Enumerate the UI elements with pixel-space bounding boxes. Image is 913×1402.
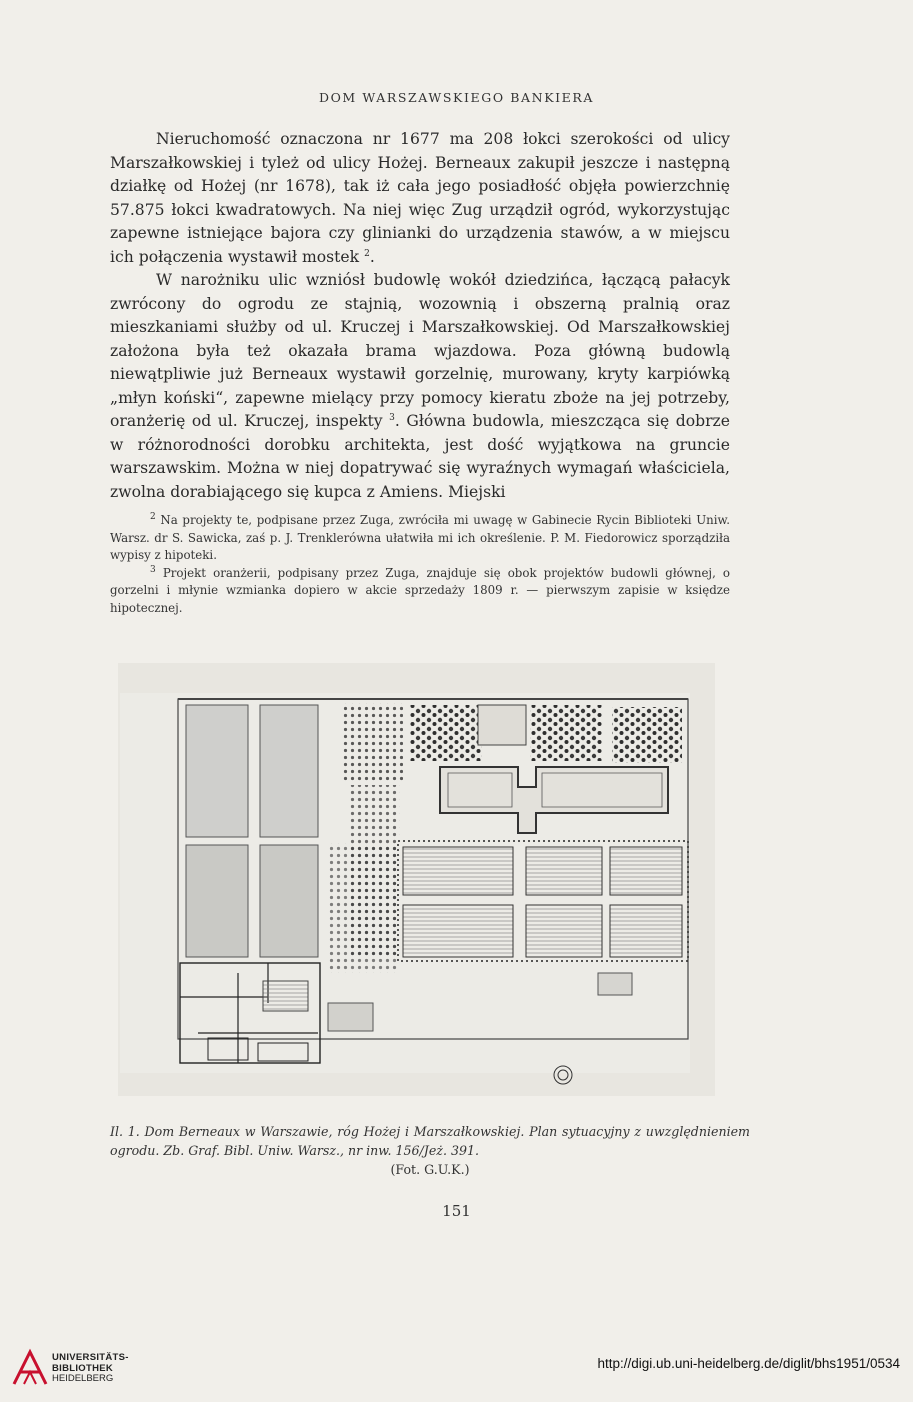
footnote-text: Na projekty te, podpisane przez Zuga, zwróciła mi uwagę w Gabinecie Rycin Biblioteki Uniw. Warsz. dr S. Sawicka, zaś p. J. Trenklerówna ułatwiła mi ich określenie. P. M. Fiedorowicz sporządziła wypisy z hipoteki. (110, 513, 731, 562)
footnote (110, 512, 730, 565)
library-line-3: HEIDELBERG (52, 1373, 114, 1384)
library-line-1: UNIVERSITÄTS- (52, 1352, 129, 1363)
site-plan-illustration (118, 663, 715, 1096)
footnote-mark: 3 (150, 564, 156, 575)
paragraph-1-text: Nieruchomość oznaczona nr 1677 ma 208 łokci szerokości od ulicy Marszałkowskiej i tyleż od ulicy Hożej. Berneaux zakupił jeszcze i następną działkę od Hożej (nr 1678), tak iż cała jego posiadłość objęła powierzchnię 57.875 łokci kwadratowych. Na niej więc Zug urządził ogród, wykorzystując zapewne istniejące bajora czy glinianki do urządzenia stawów, a w miejscu ich połączenia wystawił mostek (110, 130, 730, 266)
footnote-text: Projekt oranżerii, podpisany przez Zuga, znajduje się obok projektów budowli głównej, o gorzelni i młynie wzmianka dopiero w akcie sprzedaży 1809 r. — pierwszym zapisie w księdze hipotecznej. (110, 565, 731, 615)
figure-caption (110, 1122, 750, 1179)
note-ref-3: 3 (389, 412, 395, 423)
page-number: 151 (442, 1202, 471, 1220)
paragraph-2: W narożniku ulic wzniósł budowlę wokół dziedzińca, łączącą pałacyk zwrócony do ogrodu ze stajnią, wozownią i obszerną pralnią oraz mieszkaniami służby od ul. Kruczej i Marszałkowskiej. Od Marszałkowskiej założona była też okazała brama wjazdowa. Poza główną budowlą niewątpliwie już Berneaux wystawił gorzelnię, murowany, kryty karpiówką „młyn koński“, zapewne mielący przy pomocy kieratu zboże na jej potrzeby, oranżerię od ul. Kruczej, inspekty $^3$. Główna budowla, mieszcząca się dobrze w różnorodności dorobku architekta, jest dość wyjątkowa na gruncie warszawskim. Można w niej dopatrywać się wyraźnych wymagań właściciela, zwolna dorabiającego się kupca z Amiens. Miejski (110, 271, 730, 501)
running-head: DOM WARSZAWSKIEGO BANKIERA (318, 90, 595, 105)
library-line-2: BIBLIOTHEK (52, 1362, 114, 1374)
footnote-mark: 2 (150, 512, 156, 523)
body-text (110, 128, 730, 504)
photo-credit: (Fot. G.U.K.) (390, 1162, 470, 1177)
source-url-link[interactable]: http://digi.ub.uni-heidelberg.de/diglit/bhs1951/0534 (597, 1356, 900, 1371)
paragraph-2-text: W narożniku ulic wzniósł budowlę wokół dziedzińca, łączącą pałacyk zwrócony do ogrodu ze stajnią, wozownią i obszerną pralnią oraz mieszkaniami służby od ul. Kruczej i Marszałkowskiej. Od Marszałkowskiej założona była też okazała brama wjazdowa. Poza główną budowlą niewątpliwie już Berneaux wystawił gorzelnię, murowany, kryty karpiówką „młyn koński“, zapewne mielący przy pomocy kieratu zboże na jej potrzeby, oranżerię od ul. Kruczej, inspekty (110, 271, 730, 430)
site-plan-drawing (118, 663, 715, 1096)
caption-text: Il. 1. Dom Berneaux w Warszawie, róg Hożej i Marszałkowskiej. Plan sytuacyjny z uwzględnieniem ogrodu. Zb. Graf. Bibl. Uniw. Warsz., nr inw. 156/Jeż. 391. (110, 1124, 750, 1158)
paragraph-1: Nieruchomość oznaczona nr 1677 ma 208 łokci szerokości od ulicy Marszałkowskiej i tyleż od ulicy Hożej. Berneaux zakupił jeszcze i następną działkę od Hożej (nr 1678), tak iż cała jego posiadłość objęła powierzchnię 57.875 łokci kwadratowych. Na niej więc Zug urządził ogród, wykorzystując zapewne istniejące bajora czy glinianki do urządzenia stawów, a w miejscu ich połączenia wystawił mostek $^2$. (110, 130, 730, 266)
footnote (110, 565, 730, 618)
note-ref-2: 2 (364, 248, 370, 259)
paragraph-2-cont: Główna budowla, mieszcząca się dobrze w różnorodności dorobku architekta, jest dość wyjątkowa na gruncie warszawskim. Można w niej dopatrywać się wyraźnych wymagań właściciela, zwolna dorabiającego się kupca z Amiens. Miejski (110, 412, 730, 501)
footnotes (110, 512, 730, 617)
library-name (52, 1353, 129, 1385)
